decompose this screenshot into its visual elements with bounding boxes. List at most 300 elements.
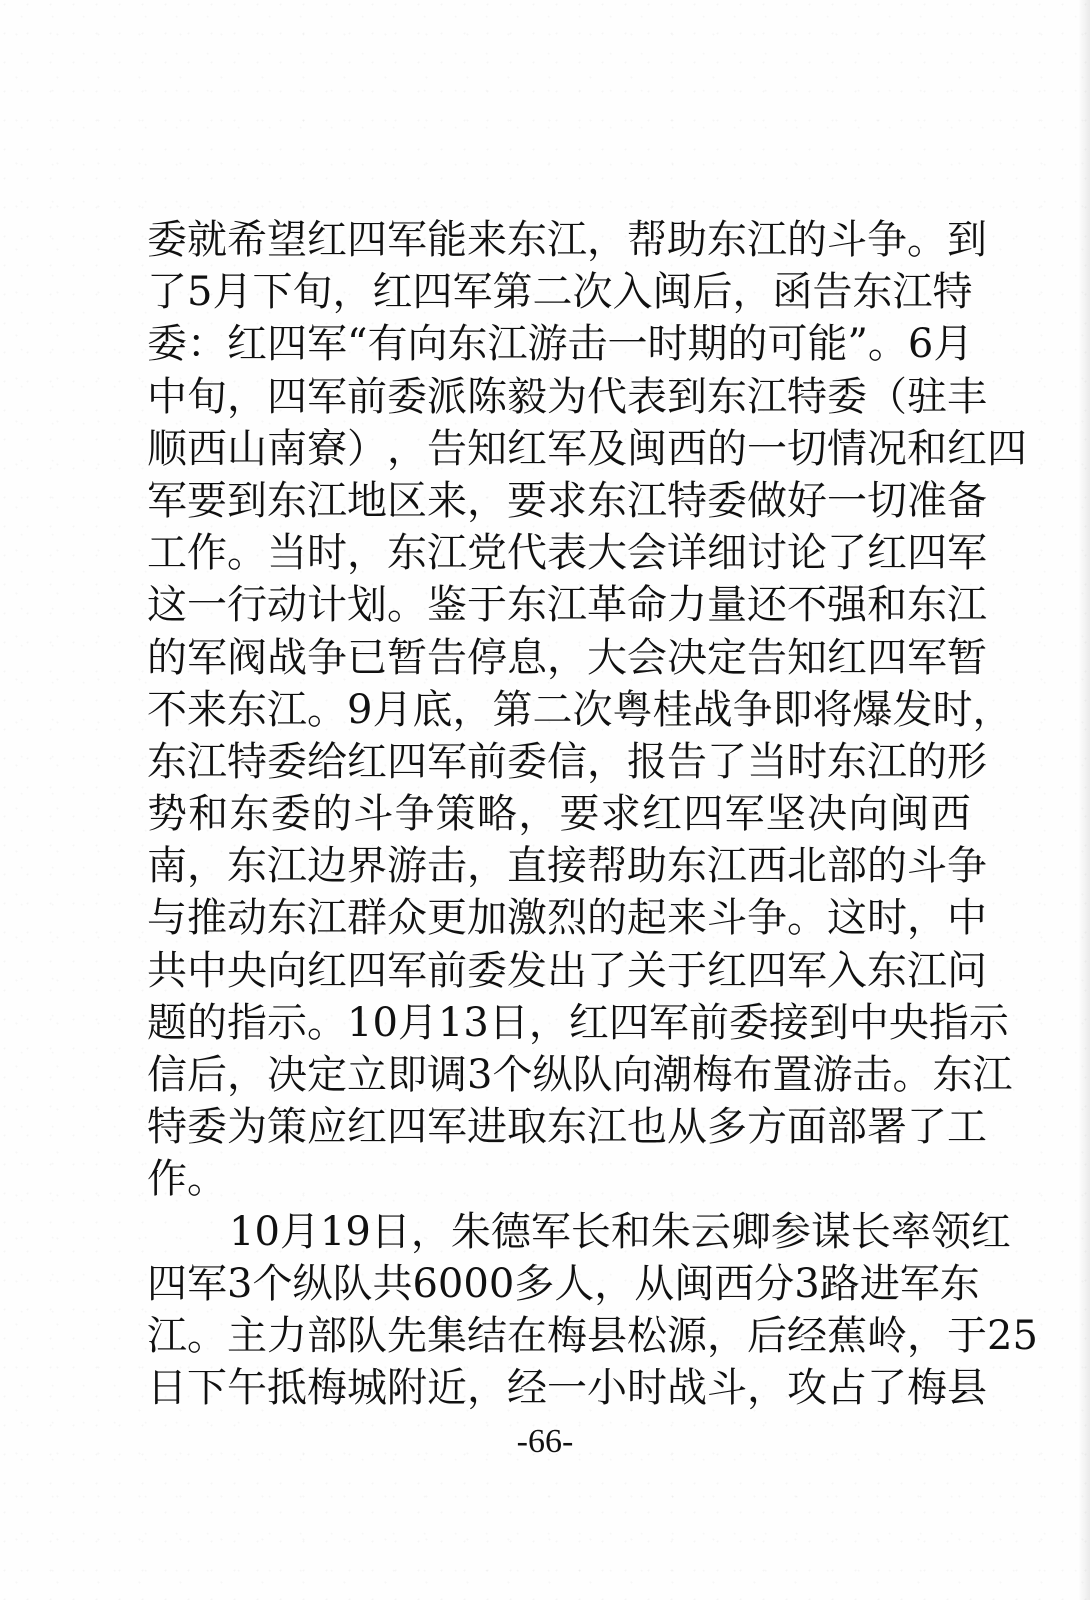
text-character: 指 [928, 999, 969, 1046]
text-character: 东 [227, 843, 267, 890]
text-character: 题 [147, 999, 187, 1046]
text-character: 纵 [292, 1260, 333, 1307]
text-character: 东 [939, 1260, 980, 1307]
text-character: 详 [667, 530, 707, 577]
text-line [147, 632, 987, 684]
text-character: 3 [227, 1260, 253, 1307]
text-character: 城 [347, 1365, 387, 1412]
text-character: 会 [627, 530, 667, 577]
text-character: 委 [387, 373, 427, 420]
text-character: 多 [514, 1260, 555, 1307]
text-character: 能 [427, 217, 467, 263]
text-character: 烈 [547, 895, 587, 942]
text-character: 了 [867, 1365, 907, 1412]
text-character: 表 [547, 530, 587, 577]
text-character: 红 [347, 1104, 387, 1151]
text-character: 集 [427, 1312, 467, 1359]
text-character: 参 [770, 1208, 811, 1255]
text-character: 军 [899, 1260, 940, 1307]
text-character: ， [907, 1312, 947, 1359]
text-character: 到 [947, 217, 987, 263]
text-character: 群 [347, 895, 387, 942]
text-character: ， [467, 477, 507, 524]
text-character: 告 [812, 269, 853, 316]
text-character: 的 [587, 895, 627, 942]
text-character: 争 [394, 791, 435, 838]
text-character: 和 [610, 1208, 651, 1255]
text-character: 3 [794, 1260, 820, 1307]
text-character: 计 [307, 582, 347, 629]
text-character: 东 [227, 686, 267, 733]
text-character: 军 [427, 1104, 467, 1151]
text-character: 部 [827, 843, 867, 890]
text-character: 和 [867, 582, 907, 629]
text-character: 3 [467, 1052, 493, 1098]
text-character: 在 [507, 1312, 547, 1359]
text-character: 委 [187, 1104, 227, 1151]
text-character: 大 [587, 634, 627, 681]
text-character: 争 [732, 686, 773, 733]
text-character: 南 [147, 843, 187, 890]
text-character: 做 [747, 477, 787, 524]
text-character: 红 [307, 217, 347, 263]
text-character: 入 [612, 269, 653, 316]
text-character: 争 [307, 634, 347, 681]
text-character: 不 [787, 582, 827, 629]
text-character: 0 [463, 1260, 489, 1307]
text-character: 游 [387, 843, 427, 890]
text-character: 队 [332, 1260, 373, 1307]
text-line [147, 1101, 987, 1153]
text-character: ， [528, 999, 569, 1046]
text-character: ： [187, 321, 227, 368]
text-character: 人 [554, 1260, 595, 1307]
text-character: 5 [1012, 1312, 1038, 1359]
text-character: 了 [147, 269, 187, 316]
text-line [147, 945, 987, 997]
text-character: 0 [488, 1260, 515, 1307]
text-character: 到 [808, 999, 849, 1046]
text-character: 部 [827, 1104, 867, 1151]
text-character: 的 [787, 217, 827, 263]
text-character: 东 [667, 843, 707, 890]
text-character: 进 [859, 1260, 900, 1307]
text-character: 军 [187, 634, 227, 681]
text-character: 9 [345, 1208, 371, 1255]
text-character: 四 [608, 999, 649, 1046]
text-character: 2 [987, 1312, 1013, 1359]
text-character: “ [347, 321, 368, 368]
text-character: 四 [412, 269, 453, 316]
text-character: ， [518, 791, 559, 838]
text-character: 松 [627, 1312, 667, 1359]
text-character: 为 [547, 373, 587, 420]
text-character: 寮 [307, 425, 347, 472]
text-character: 与 [147, 895, 187, 942]
text-character: ， [227, 373, 267, 420]
text-character: 边 [307, 843, 347, 890]
text-character: 时 [787, 738, 827, 785]
text-character: 西 [667, 425, 707, 472]
text-character: 占 [827, 1365, 867, 1412]
text-character: 委 [707, 477, 747, 524]
text-character: 游 [527, 321, 568, 368]
text-character: ， [347, 530, 387, 577]
text-character: 助 [627, 843, 667, 890]
text-character: 一 [827, 477, 867, 524]
text-character: 将 [812, 686, 853, 733]
text-character: 应 [307, 1104, 347, 1151]
text-character: 一 [547, 1365, 587, 1412]
text-character: 德 [490, 1208, 531, 1255]
text-character: 的 [727, 321, 768, 368]
text-character: 日 [147, 1365, 187, 1412]
text-character: 于 [947, 1312, 987, 1359]
text-character: 中 [187, 947, 227, 994]
text-character: 这 [147, 582, 187, 629]
text-character: 推 [187, 895, 227, 942]
text-character: 击 [567, 321, 608, 368]
text-character: 东 [547, 1104, 587, 1151]
text-character: 云 [690, 1208, 731, 1255]
page-edge-shadow [1078, 0, 1090, 1600]
text-character: 中 [147, 373, 187, 420]
text-line [147, 684, 1013, 736]
text-character: 特 [667, 477, 707, 524]
text-line [147, 788, 971, 840]
text-character: 委 [467, 947, 507, 994]
text-character: 决 [267, 1052, 307, 1098]
text-character: 党 [467, 530, 507, 577]
text-character: 9 [347, 686, 373, 733]
text-character: 况 [867, 425, 907, 472]
text-character: 要 [559, 791, 600, 838]
text-character: 势 [147, 791, 187, 838]
text-character: 工 [947, 1104, 987, 1151]
text-character: 力 [667, 582, 707, 629]
text-character: 领 [930, 1208, 971, 1255]
text-line [147, 997, 1009, 1049]
text-character: 四 [987, 425, 1027, 472]
text-character: 就 [187, 217, 227, 263]
text-character: 动 [227, 895, 267, 942]
text-character: 军 [907, 634, 947, 681]
text-line: 作。 [147, 1156, 227, 1203]
text-character: 东 [852, 269, 893, 316]
page-number: -66- [516, 1423, 574, 1460]
text-character: 军 [307, 321, 347, 368]
text-character: 决 [807, 791, 847, 838]
text-character: 希 [227, 217, 267, 263]
text-character: 告 [427, 425, 467, 472]
text-character: 特 [787, 373, 827, 420]
text-character: 入 [827, 947, 867, 994]
text-character: 攻 [787, 1365, 827, 1412]
text-character: 0 [372, 999, 398, 1046]
text-character: ， [467, 843, 507, 890]
text-character: 准 [907, 477, 947, 524]
text-character: 月 [397, 999, 438, 1046]
text-character: 问 [947, 947, 987, 994]
text-character: 定 [307, 1052, 347, 1098]
text-character: 委 [147, 321, 187, 368]
text-line [147, 475, 987, 527]
text-character: 向 [848, 791, 889, 838]
text-character: 闽 [627, 425, 667, 472]
text-character: 陈 [467, 373, 507, 420]
text-character: 即 [387, 1052, 427, 1098]
text-character: 江 [547, 217, 587, 263]
text-character: 经 [507, 1365, 547, 1412]
text-character: 红 [347, 738, 387, 785]
text-character: 于 [467, 582, 507, 629]
text-character: 发 [892, 686, 933, 733]
text-character: 当 [747, 738, 787, 785]
text-character: 分 [754, 1260, 795, 1307]
text-character: 调 [427, 1052, 467, 1098]
text-character: 知 [787, 634, 827, 681]
text-character: 要 [507, 477, 547, 524]
text-character: 江 [947, 582, 987, 629]
text-character: 了 [587, 947, 627, 994]
text-character: 。 [227, 530, 267, 577]
text-character: 到 [227, 477, 267, 524]
text-character: 行 [227, 582, 267, 629]
text-character: 部 [307, 1312, 347, 1359]
text-character: 的 [867, 843, 907, 890]
text-character: 来 [187, 686, 227, 733]
text-character: 帮 [587, 843, 627, 890]
text-character: 进 [467, 1104, 507, 1151]
text-character: 中 [848, 999, 889, 1046]
text-character: 次 [572, 686, 613, 733]
text-character: 梅 [547, 1312, 587, 1359]
text-character: 江 [267, 843, 307, 890]
text-character: 从 [667, 1104, 707, 1151]
text-character: 6 [412, 1260, 438, 1307]
text-character: 斗 [707, 1365, 747, 1412]
text-character: 军 [187, 1260, 227, 1307]
text-character: 月 [212, 269, 253, 316]
text-character: 切 [867, 477, 907, 524]
text-character: 来 [667, 895, 707, 942]
text-character: 东 [387, 530, 427, 577]
text-line [147, 840, 987, 892]
text-character: 代 [587, 373, 627, 420]
text-character: 能 [807, 321, 848, 368]
text-character: 江 [267, 686, 307, 733]
text-character: 。 [307, 686, 347, 733]
text-character: 抵 [267, 1365, 307, 1412]
text-character: （ [867, 373, 907, 420]
text-character: 月 [933, 321, 974, 368]
text-character: 月 [279, 1208, 320, 1255]
text-character: 更 [427, 895, 467, 942]
text-character: 委 [270, 791, 311, 838]
text-character: 量 [707, 582, 747, 629]
text-character: 底 [412, 686, 453, 733]
text-character: 共 [147, 947, 187, 994]
text-character: 立 [347, 1052, 387, 1098]
text-character: 命 [627, 582, 667, 629]
text-character: 红 [827, 634, 867, 681]
text-character: 东 [827, 738, 867, 785]
text-character: 江 [747, 217, 787, 263]
text-character: 江 [627, 477, 667, 524]
text-character: 东 [707, 217, 747, 263]
text-character: 东 [229, 791, 270, 838]
text-character: 接 [547, 843, 587, 890]
text-character: 还 [747, 582, 787, 629]
text-character: 南 [267, 425, 307, 472]
text-character: 代 [507, 530, 547, 577]
text-character: 二 [532, 269, 573, 316]
text-character: 1 [319, 1208, 346, 1255]
text-character: 队 [347, 1312, 387, 1359]
text-character: 望 [267, 217, 307, 263]
text-line [147, 214, 987, 266]
text-character: 阀 [227, 634, 267, 681]
text-character: 力 [267, 1312, 307, 1359]
text-character: 东 [267, 477, 307, 524]
text-character: 指 [227, 999, 267, 1046]
text-character: 蕉 [827, 1312, 867, 1359]
text-character: 东 [587, 477, 627, 524]
text-character: 四 [267, 321, 307, 368]
text-line [147, 1362, 987, 1414]
text-character: 的 [312, 791, 352, 838]
text-character: 形 [947, 738, 987, 785]
text-character: 时 [867, 895, 907, 942]
text-character: 央 [227, 947, 267, 994]
text-character: 论 [787, 530, 827, 577]
text-character: 江 [907, 947, 947, 994]
text-character: 革 [587, 582, 627, 629]
text-character: 闽 [889, 791, 930, 838]
text-character: 江 [747, 373, 787, 420]
text-character: 了 [827, 530, 867, 577]
text-character: 来 [467, 217, 507, 263]
text-character: 的 [707, 425, 747, 472]
text-character: 的 [147, 634, 187, 681]
text-character: 前 [347, 373, 387, 420]
text-character: 日 [370, 1208, 411, 1255]
text-character: 军 [387, 947, 427, 994]
text-character: 已 [347, 634, 387, 681]
text-character: 朱 [650, 1208, 691, 1255]
text-character: 日 [488, 999, 529, 1046]
text-character: 队 [572, 1052, 613, 1098]
text-character: 县 [587, 1312, 627, 1359]
text-character: 第 [492, 686, 533, 733]
text-character: 东 [907, 582, 947, 629]
text-character: 江 [187, 738, 227, 785]
text-character: 四 [347, 217, 387, 263]
text-character: 地 [347, 477, 387, 524]
text-character: 不 [147, 686, 187, 733]
text-character: 桂 [652, 686, 693, 733]
text-character: 斗 [827, 217, 867, 263]
text-character: 山 [227, 425, 267, 472]
text-character: 报 [627, 738, 667, 785]
text-character: 军 [724, 791, 765, 838]
text-character: 红 [642, 791, 682, 838]
text-character: 梅 [907, 1365, 947, 1412]
text-character: 江 [427, 530, 467, 577]
text-character: 后 [187, 1052, 227, 1098]
text-character: 红 [227, 321, 267, 368]
text-character: 作 [187, 530, 227, 577]
text-character: 坚 [765, 791, 806, 838]
text-character: 岭 [867, 1312, 907, 1359]
text-character: 军 [530, 1208, 571, 1255]
text-character: 结 [467, 1312, 507, 1359]
text-character: 东 [707, 373, 747, 420]
text-character: 红 [372, 269, 413, 316]
text-character: 取 [507, 1104, 547, 1151]
text-character: 期 [687, 321, 728, 368]
text-character: 江 [587, 1104, 627, 1151]
text-character: 爆 [852, 686, 893, 733]
text-character: 四 [907, 530, 947, 577]
text-line [147, 1310, 1038, 1362]
text-character: 近 [427, 1365, 467, 1412]
text-character: 西 [930, 791, 971, 838]
text-character: 助 [667, 217, 707, 263]
text-character: 四 [683, 791, 724, 838]
text-character: 众 [387, 895, 427, 942]
text-character: 后 [692, 269, 733, 316]
text-character: 击 [427, 843, 467, 890]
text-character: 驻 [907, 373, 947, 420]
text-character: 军 [787, 947, 827, 994]
text-character: 江 [867, 738, 907, 785]
text-character: 。 [387, 582, 427, 629]
text-character: 四 [347, 947, 387, 994]
text-character: 告 [667, 738, 707, 785]
text-character: 到 [667, 373, 707, 420]
text-character: 争 [867, 217, 907, 263]
text-character: 四 [267, 373, 307, 420]
text-character: ， [707, 1312, 747, 1359]
text-character: 0 [254, 1208, 280, 1255]
text-character: 朱 [450, 1208, 491, 1255]
text-character: 月 [372, 686, 413, 733]
text-line [147, 1049, 1013, 1101]
text-character: 江 [147, 1312, 187, 1359]
text-character: 有 [367, 321, 408, 368]
text-character: 顺 [147, 425, 187, 472]
text-character: 东 [507, 582, 547, 629]
text-character: 。 [307, 999, 347, 1046]
text-character: 下 [187, 1365, 227, 1412]
text-character: 江 [547, 582, 587, 629]
text-character: 四 [387, 738, 427, 785]
text-character: 略 [477, 791, 517, 838]
text-character: 闽 [674, 1260, 715, 1307]
text-character: 求 [547, 477, 587, 524]
text-character: 署 [867, 1104, 907, 1151]
text-character: ） [347, 425, 387, 472]
text-character: 强 [827, 582, 867, 629]
text-character: 率 [890, 1208, 931, 1255]
text-character: 军 [452, 269, 493, 316]
text-character: ， [410, 1208, 451, 1255]
text-character: ， [452, 686, 493, 733]
text-character: 。 [867, 321, 908, 368]
text-character: 帮 [627, 217, 667, 263]
text-character: 红 [970, 1208, 1011, 1255]
